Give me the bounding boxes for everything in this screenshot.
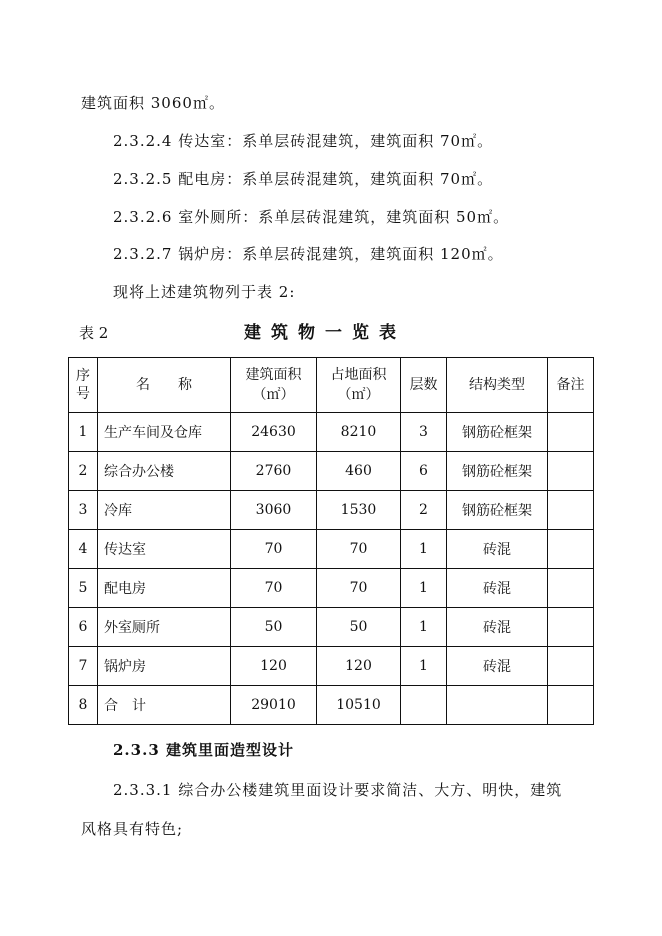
cell-name: 合 计 <box>98 686 231 725</box>
header-remarks: 备注 <box>548 358 594 413</box>
cell-structure: 砖混 <box>447 608 548 647</box>
cell-remarks <box>548 413 594 452</box>
cell-structure: 钢筋砼框架 <box>447 452 548 491</box>
cell-building-area: 120 <box>231 647 317 686</box>
cell-name: 锅炉房 <box>98 647 231 686</box>
cell-floors: 6 <box>401 452 447 491</box>
cell-seq: 8 <box>69 686 98 725</box>
cell-structure: 砖混 <box>447 647 548 686</box>
table-header-row <box>69 358 594 413</box>
cell-floor-area: 120 <box>317 647 401 686</box>
paragraph-line: 2.3.2.4 传达室：系单层砖混建筑，建筑面积 70㎡。 <box>113 132 494 150</box>
paragraph-line: 2.3.2.6 室外厕所：系单层砖混建筑，建筑面积 50㎡。 <box>113 208 510 226</box>
cell-seq: 7 <box>69 647 98 686</box>
cell-building-area: 70 <box>231 569 317 608</box>
cell-remarks <box>548 608 594 647</box>
table-row-total <box>69 686 594 725</box>
cell-floors: 2 <box>401 491 447 530</box>
cell-remarks <box>548 686 594 725</box>
section-heading: 2.3.3 建筑里面造型设计 <box>113 741 294 759</box>
cell-structure <box>447 686 548 725</box>
cell-remarks <box>548 647 594 686</box>
cell-name: 传达室 <box>98 530 231 569</box>
cell-floor-area: 10510 <box>317 686 401 725</box>
header-building-area <box>231 358 317 413</box>
cell-floors: 1 <box>401 530 447 569</box>
cell-floors: 1 <box>401 569 447 608</box>
cell-remarks <box>548 491 594 530</box>
cell-building-area: 24630 <box>231 413 317 452</box>
cell-floors: 1 <box>401 647 447 686</box>
cell-name: 外室厕所 <box>98 608 231 647</box>
cell-seq: 2 <box>69 452 98 491</box>
header-structure: 结构类型 <box>447 358 548 413</box>
header-floor-area-unit: （㎡） <box>337 387 380 403</box>
header-floors: 层数 <box>401 358 447 413</box>
cell-building-area: 29010 <box>231 686 317 725</box>
cell-seq: 6 <box>69 608 98 647</box>
cell-floors <box>401 686 447 725</box>
cell-seq: 1 <box>69 413 98 452</box>
buildings-table <box>68 357 594 725</box>
table-label: 表 2 <box>79 324 109 342</box>
cell-floor-area: 70 <box>317 530 401 569</box>
header-floor-area-label: 占地面积 <box>330 367 387 383</box>
cell-seq: 4 <box>69 530 98 569</box>
header-building-area-label: 建筑面积 <box>245 367 302 383</box>
paragraph-line: 2.3.2.7 锅炉房：系单层砖混建筑，建筑面积 120㎡。 <box>113 245 504 263</box>
cell-floor-area: 70 <box>317 569 401 608</box>
header-name: 名 称 <box>98 358 231 413</box>
table-row <box>69 530 594 569</box>
table-row <box>69 647 594 686</box>
header-seq: 序号 <box>69 358 98 413</box>
cell-name: 生产车间及仓库 <box>98 413 231 452</box>
cell-building-area: 50 <box>231 608 317 647</box>
cell-building-area: 3060 <box>231 491 317 530</box>
cell-seq: 5 <box>69 569 98 608</box>
cell-floors: 1 <box>401 608 447 647</box>
table-row <box>69 569 594 608</box>
cell-structure: 钢筋砼框架 <box>447 413 548 452</box>
table-row <box>69 608 594 647</box>
paragraph-line: 现将上述建筑物列于表 2: <box>113 283 296 301</box>
cell-floors: 3 <box>401 413 447 452</box>
cell-name: 配电房 <box>98 569 231 608</box>
cell-floor-area: 50 <box>317 608 401 647</box>
header-floor-area <box>317 358 401 413</box>
cell-name: 冷库 <box>98 491 231 530</box>
cell-name: 综合办公楼 <box>98 452 231 491</box>
cell-floor-area: 8210 <box>317 413 401 452</box>
cell-structure: 砖混 <box>447 530 548 569</box>
paragraph-line: 2.3.2.5 配电房：系单层砖混建筑，建筑面积 70㎡。 <box>113 170 494 188</box>
cell-building-area: 2760 <box>231 452 317 491</box>
header-building-area-unit: （㎡） <box>252 387 295 403</box>
table-row <box>69 413 594 452</box>
cell-building-area: 70 <box>231 530 317 569</box>
cell-floor-area: 1530 <box>317 491 401 530</box>
cell-remarks <box>548 569 594 608</box>
cell-remarks <box>548 530 594 569</box>
cell-structure: 砖混 <box>447 569 548 608</box>
body-text-line: 2.3.3.1 综合办公楼建筑里面设计要求简洁、大方、明快，建筑 <box>113 781 563 799</box>
cell-seq: 3 <box>69 491 98 530</box>
cell-structure: 钢筋砼框架 <box>447 491 548 530</box>
table-row <box>69 491 594 530</box>
table-row <box>69 452 594 491</box>
cell-remarks <box>548 452 594 491</box>
table-title: 建筑物一览表 <box>244 323 406 343</box>
body-text-line: 风格具有特色; <box>81 820 184 838</box>
cell-floor-area: 460 <box>317 452 401 491</box>
paragraph-line: 建筑面积 3060㎡。 <box>81 94 225 112</box>
